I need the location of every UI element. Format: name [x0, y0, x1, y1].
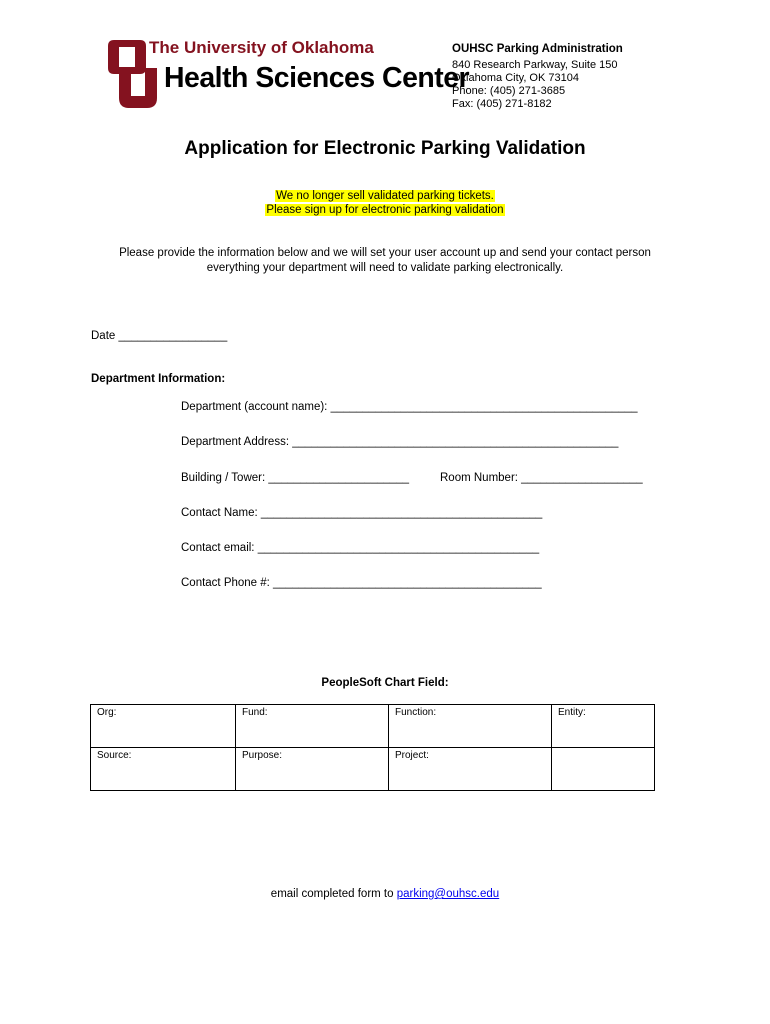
office-fax: Fax: (405) 271-8182 [452, 98, 552, 110]
notice-block [0, 189, 770, 217]
empty-cell[interactable] [552, 748, 655, 791]
office-street: 840 Research Parkway, Suite 150 [452, 59, 618, 71]
peoplesoft-heading: PeopleSoft Chart Field: [321, 677, 449, 689]
footer-prefix: email completed form to [270, 888, 397, 900]
contact-email-field[interactable]: Contact email: ____________________________________________ [181, 542, 540, 554]
office-name: OUHSC Parking Administration [452, 43, 623, 55]
table-row [91, 705, 655, 748]
room-number-field[interactable]: Room Number: ___________________ [440, 472, 643, 484]
footer-instruction [0, 888, 770, 900]
entity-cell[interactable]: Entity: [552, 705, 655, 748]
intro-text [0, 246, 770, 276]
page-title: Application for Electronic Parking Validation [184, 138, 586, 159]
office-phone: Phone: (405) 271-3685 [452, 85, 566, 97]
date-field[interactable]: Date _________________ [91, 330, 228, 342]
building-tower-field[interactable]: Building / Tower: ______________________ [181, 472, 410, 484]
notice-line-2: Please sign up for electronic parking validation [266, 204, 504, 216]
project-cell[interactable]: Project: [389, 748, 552, 791]
intro-line-1: Please provide the information below and we will set your user account up and send your contact person [119, 247, 651, 259]
fund-cell[interactable]: Fund: [236, 705, 389, 748]
org-cell[interactable]: Org: [91, 705, 236, 748]
department-address-field[interactable]: Department Address: ___________________________________________________ [181, 436, 619, 448]
department-heading: Department Information: [91, 373, 226, 385]
contact-name-field[interactable]: Contact Name: ____________________________________________ [181, 507, 543, 519]
table-row [91, 748, 655, 791]
department-account-name-field[interactable]: Department (account name): ________________________________________________ [181, 401, 638, 413]
contact-phone-field[interactable]: Contact Phone #: __________________________________________ [181, 577, 542, 589]
office-city: Oklahoma City, OK 73104 [452, 72, 579, 84]
logo-hsc-text: Health Sciences Center [164, 62, 470, 94]
purpose-cell[interactable]: Purpose: [236, 748, 389, 791]
ouhsc-logo [107, 38, 470, 110]
intro-line-2: everything your department will need to validate parking electronically. [206, 262, 564, 274]
logo-university-text: The University of Oklahoma [149, 38, 374, 57]
peoplesoft-chart-table [90, 704, 655, 791]
email-link[interactable]: parking@ouhsc.edu [396, 888, 500, 900]
function-cell[interactable]: Function: [389, 705, 552, 748]
office-address-block [452, 43, 623, 111]
notice-line-1: We no longer sell validated parking tickets. [276, 190, 494, 202]
source-cell[interactable]: Source: [91, 748, 236, 791]
